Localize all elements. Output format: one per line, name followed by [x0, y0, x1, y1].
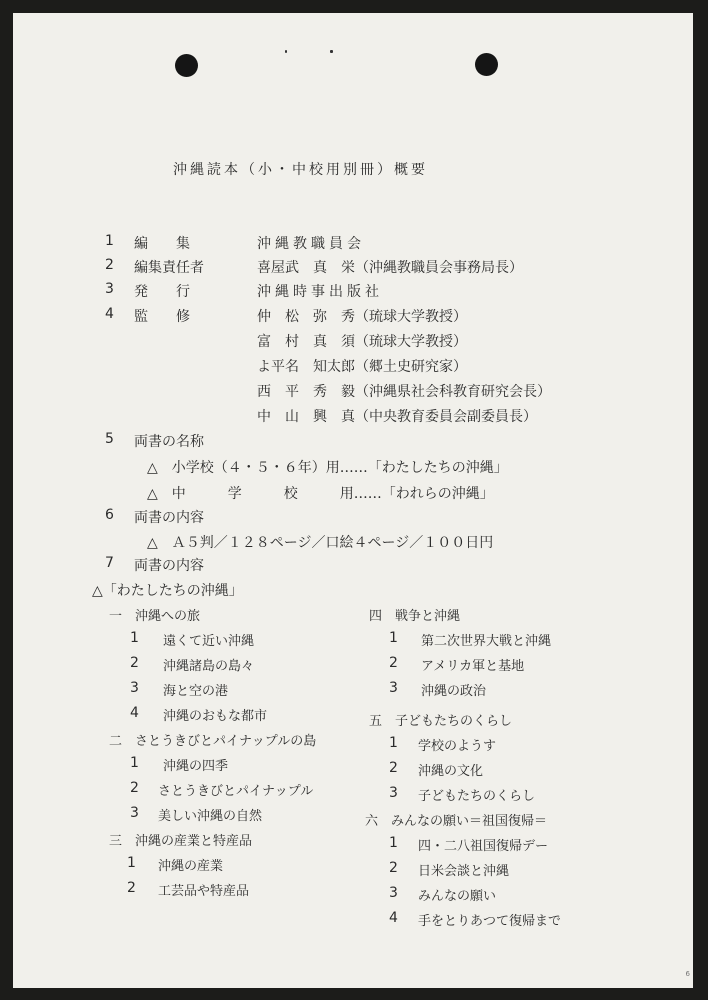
- chapter-item: 沖縄のおもな都市: [163, 709, 268, 724]
- book-spec: △ Ａ５判／１２８ページ／口絵４ページ／１００日円: [147, 535, 494, 551]
- item-number: 1: [105, 233, 114, 249]
- item-number: 1: [389, 630, 398, 646]
- chapter-heading: 一 沖縄への旅: [109, 609, 201, 624]
- item-label: 発 行: [134, 284, 190, 300]
- chapter-item: 沖縄の産業: [158, 859, 224, 874]
- item-label: 編集責任者: [134, 260, 204, 276]
- item-label: 両書の名称: [134, 434, 204, 450]
- item-number: 4: [130, 705, 139, 721]
- item-value: 仲 松 弥 秀（琉球大学教授）: [257, 309, 467, 325]
- item-number: 1: [389, 735, 398, 751]
- chapter-item: 沖縄の四季: [163, 759, 229, 774]
- item-number: 1: [127, 855, 136, 871]
- supervisor-entry: 西 平 秀 毅（沖縄県社会科教育研究会長）: [257, 384, 551, 400]
- item-number: 5: [105, 431, 114, 447]
- item-value: 喜屋武 真 栄（沖縄教職員会事務局長）: [257, 260, 523, 276]
- chapter-item: 第二次世界大戦と沖縄: [421, 634, 552, 649]
- chapter-item: 海と空の港: [163, 684, 229, 699]
- chapter-item: アメリカ軍と基地: [421, 659, 525, 674]
- chapter-item: 沖縄諸島の島々: [163, 659, 255, 674]
- chapter-heading: 五 子どもたちのくらし: [369, 714, 513, 729]
- item-number: 1: [130, 630, 139, 646]
- item-number: 3: [105, 281, 114, 297]
- chapter-heading: 二 さとうきびとパイナップルの島: [109, 734, 317, 749]
- page-corner-mark: 6: [685, 970, 690, 978]
- item-number: 6: [105, 507, 114, 523]
- item-number: 3: [130, 805, 139, 821]
- paper-speck: [330, 50, 333, 53]
- chapter-item: 学校のようす: [418, 739, 497, 754]
- chapter-item: 子どもたちのくらし: [418, 789, 536, 804]
- item-number: 3: [389, 680, 398, 696]
- chapter-item: さとうきびとパイナップル: [158, 784, 314, 799]
- supervisor-entry: 中 山 興 真（中央教育委員会副委員長）: [257, 409, 537, 425]
- item-label: 編 集: [134, 236, 190, 252]
- chapter-heading: 三 沖縄の産業と特産品: [109, 834, 253, 849]
- item-number: 7: [105, 555, 114, 571]
- chapter-item: 手をとりあつて復帰まで: [418, 914, 562, 929]
- item-number: 2: [389, 760, 398, 776]
- chapter-item: 工芸品や特産品: [158, 884, 250, 899]
- item-number: 2: [389, 860, 398, 876]
- item-label: 両書の内容: [134, 558, 204, 574]
- chapter-item: 沖縄の文化: [418, 764, 484, 779]
- paper-speck: [285, 50, 287, 53]
- item-number: 4: [105, 306, 114, 322]
- chapter-heading: 四 戦争と沖縄: [369, 609, 461, 624]
- item-label: 監 修: [134, 309, 190, 325]
- document-title: 沖縄読本（小・中校用別冊）概要: [173, 162, 428, 178]
- item-number: 3: [389, 785, 398, 801]
- chapter-item: 日米会談と沖縄: [418, 864, 510, 879]
- item-number: 1: [389, 835, 398, 851]
- item-value: 沖縄教職員会: [257, 236, 365, 252]
- chapter-heading: 六 みんなの願い＝祖国復帰＝: [365, 814, 548, 829]
- item-number: 2: [127, 880, 136, 896]
- item-number: 3: [389, 885, 398, 901]
- item-value: 沖縄時事出版社: [257, 284, 383, 300]
- item-number: 2: [130, 655, 139, 671]
- chapter-item: 四・二八祖国復帰デー: [418, 839, 549, 854]
- book-name-entry: △ 小学校（４・５・６年）用……「わたしたちの沖縄」: [147, 460, 508, 476]
- chapter-item: 沖縄の政治: [421, 684, 487, 699]
- chapter-item: 遠くて近い沖縄: [163, 634, 255, 649]
- document-page: [13, 13, 693, 988]
- chapter-item: みんなの願い: [418, 889, 497, 904]
- punch-hole-left: [175, 54, 198, 77]
- item-number: 4: [389, 910, 398, 926]
- punch-hole-right: [475, 53, 498, 76]
- supervisor-entry: よ平名 知太郎（郷土史研究家）: [257, 359, 467, 375]
- chapter-item: 美しい沖縄の自然: [158, 809, 263, 824]
- item-number: 1: [130, 755, 139, 771]
- item-number: 2: [130, 780, 139, 796]
- book-title: △「わたしたちの沖縄」: [92, 583, 243, 599]
- supervisor-entry: 富 村 真 須（琉球大学教授）: [257, 334, 467, 350]
- book-name-entry: △ 中 学 校 用……「われらの沖縄」: [147, 486, 494, 502]
- item-number: 2: [105, 257, 114, 273]
- item-label: 両書の内容: [134, 510, 204, 526]
- item-number: 2: [389, 655, 398, 671]
- item-number: 3: [130, 680, 139, 696]
